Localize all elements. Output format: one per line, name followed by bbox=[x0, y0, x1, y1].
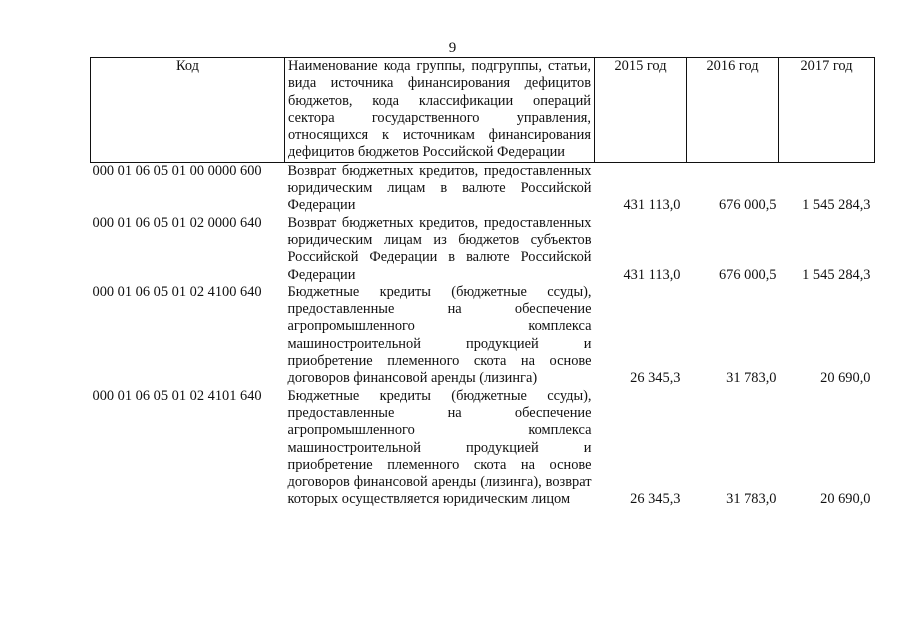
header-code: Код bbox=[91, 58, 285, 163]
row-value-2015: 26 345,3 bbox=[630, 370, 681, 387]
table-row bbox=[91, 284, 875, 388]
row-value-2016: 676 000,5 bbox=[718, 266, 777, 283]
row-value-2015: 431 113,0 bbox=[623, 266, 681, 283]
page-number: 9 bbox=[448, 40, 457, 56]
table-row bbox=[91, 215, 875, 284]
row-code: 000 01 06 05 01 00 0000 600 bbox=[92, 162, 262, 179]
row-value-2017: 20 690,0 bbox=[820, 370, 871, 387]
header-year-2015: 2015 год bbox=[595, 58, 687, 163]
row-code: 000 01 06 05 01 02 4101 640 bbox=[92, 387, 262, 404]
header-name: Наименование кода группы, подгруппы, статьи, вида источника финансирования дефицитов бюджетов, кода классификации операций сектора государственного управления, относящихся к источникам финансирования дефицитов бюджетов Российской Федерации bbox=[285, 58, 595, 163]
row-value-2016: 31 783,0 bbox=[726, 370, 777, 387]
row-value-2017: 20 690,0 bbox=[820, 491, 871, 508]
row-name: Возврат бюджетных кредитов, предоставленных юридическим лицам в валюте Российской Федерации bbox=[287, 162, 592, 214]
row-name: Возврат бюджетных кредитов, предоставленных юридическим лицам из бюджетов субъектов Российской Федерации в валюте Российской Федерации bbox=[287, 214, 592, 283]
row-value-2016: 31 783,0 bbox=[726, 491, 777, 508]
row-name: Бюджетные кредиты (бюджетные ссуды), предоставленные на обеспечение агропромышленного комплекса машиностроительной продукцией и приобретение племенного скота на основе договоров финансовой аренды (лизинга), возврат которых осуществляется юридическим лицом bbox=[287, 387, 592, 508]
row-value-2015: 26 345,3 bbox=[630, 491, 681, 508]
header-year-2016: 2016 год bbox=[687, 58, 779, 163]
header-year-2017: 2017 год bbox=[779, 58, 875, 163]
table-row bbox=[91, 388, 875, 509]
row-value-2015: 431 113,0 bbox=[623, 197, 681, 214]
budget-sources-table bbox=[90, 57, 875, 509]
row-value-2017: 1 545 284,3 bbox=[802, 266, 871, 283]
row-value-2017: 1 545 284,3 bbox=[802, 197, 871, 214]
row-code: 000 01 06 05 01 02 4100 640 bbox=[92, 283, 262, 300]
row-value-2016: 676 000,5 bbox=[718, 197, 777, 214]
row-name: Бюджетные кредиты (бюджетные ссуды), предоставленные на обеспечение агропромышленного комплекса машиностроительной продукцией и приобретение племенного скота на основе договоров финансовой аренды (лизинга) bbox=[287, 283, 592, 387]
table-row bbox=[91, 162, 875, 214]
row-code: 000 01 06 05 01 02 0000 640 bbox=[92, 214, 262, 231]
table-header-row bbox=[91, 58, 875, 163]
